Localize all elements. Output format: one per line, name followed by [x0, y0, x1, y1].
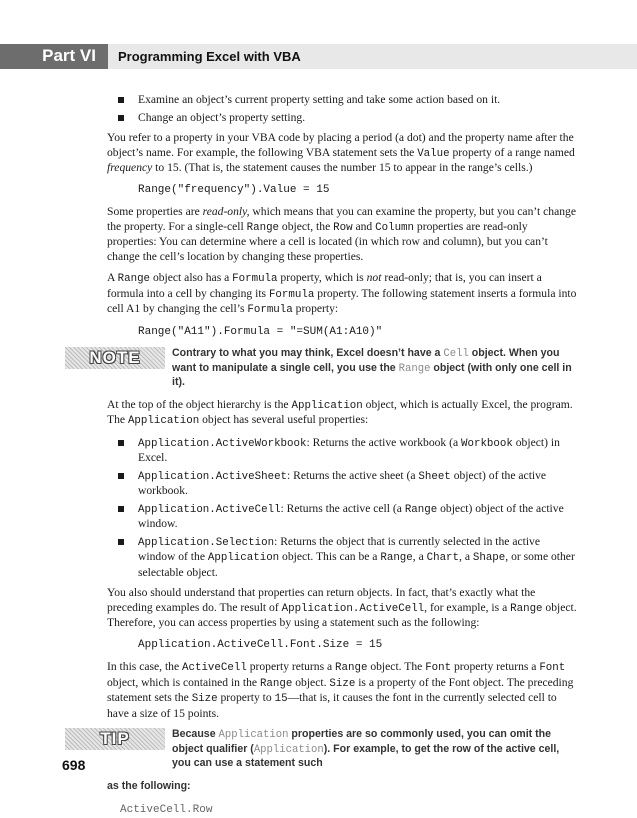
part-label: Part VI [42, 46, 96, 65]
page-number: 698 [62, 757, 86, 773]
list-item: Application.ActiveCell: Returns the active cell (a Range object) object of the active window. [107, 502, 577, 532]
bullet-list-application [107, 436, 577, 581]
list-item: Application.ActiveWorkbook: Returns the active workbook (a Workbook object) in Excel. [107, 436, 577, 466]
paragraph: You also should understand that properties can return objects. In fact, that’s exactly what the preceding examples do. The result of Application.ActiveCell, for example, is a Range object. Therefore, you can access properties by using a statement such as the following: [107, 586, 577, 629]
code-example: Range("A11").Formula = "=SUM(A1:A10)" [138, 325, 383, 338]
code-example: Application.ActiveCell.Font.Size = 15 [138, 638, 383, 651]
list-item: Application.Selection: Returns the object that is currently selected in the active window of the Application object. This can be a Range, a Chart, a Shape, or some other selectable object. [107, 535, 577, 581]
paragraph: Some properties are read-only, which means that you can examine the property, but you can’t change the property. For a single-cell Range object, the Row and Column properties are read-only properties: You can determine where a cell is located (in which row and column), but you can’t change the cell’s location by changing these properties. [107, 205, 576, 263]
note-label: NOTE [89, 347, 141, 367]
list-item: Examine an object’s current property setting and take some action based on it. [107, 93, 577, 108]
page-body [89, 93, 577, 818]
note-callout [89, 347, 577, 390]
note-badge [65, 347, 165, 369]
tip-label: TIP [100, 728, 130, 748]
paragraph: You refer to a property in your VBA code by placing a period (a dot) and the property name after the object’s name. For example, the following VBA statement sets the Value property of a range named frequency to 15. (That is, the statement causes the number 15 to appear in the range’s cells.) [107, 131, 575, 174]
tip-text-continued: as the following: [107, 779, 191, 792]
list-item: Application.ActiveSheet: Returns the active sheet (a Sheet object) of the active workbook. [107, 469, 577, 499]
note-text: Contrary to what you may think, Excel doesn’t have a Cell object. When you want to manipulate a single cell, you use the Range object (with only one cell in it). [172, 347, 572, 388]
tip-badge [65, 728, 165, 750]
part-tab [0, 44, 108, 69]
chapter-title: Programming Excel with VBA [118, 49, 301, 64]
paragraph: In this case, the ActiveCell property returns a Range object. The Font property returns a Font object, which is contained in the Range object. Size is a property of the Font object. The preceding statement sets the Size property to 15—that is, it causes the font in the currently selected cell to have a size of 15 points. [107, 660, 574, 720]
chapter-bar [108, 44, 637, 69]
bullet-list-top [107, 93, 577, 125]
code-example: Range("frequency").Value = 15 [138, 183, 330, 196]
paragraph: At the top of the object hierarchy is the Application object, which is actually Excel, the program. The Application object has several useful properties: [107, 397, 573, 427]
list-item: Change an object’s property setting. [107, 111, 577, 126]
tip-code-example: ActiveCell.Row [120, 804, 213, 816]
paragraph: A Range object also has a Formula property, which is not read-only; that is, you can insert a formula into a cell by changing its Formula property. The following statement inserts a formula into cell A1 by changing the cell’s Formula property: [107, 271, 577, 316]
tip-text: Because Application properties are so commonly used, you can omit the object qualifier (Application). For example, to get the row of the active cell, you can use a statement such [172, 728, 560, 769]
running-header [0, 44, 637, 69]
tip-callout [100, 728, 577, 771]
